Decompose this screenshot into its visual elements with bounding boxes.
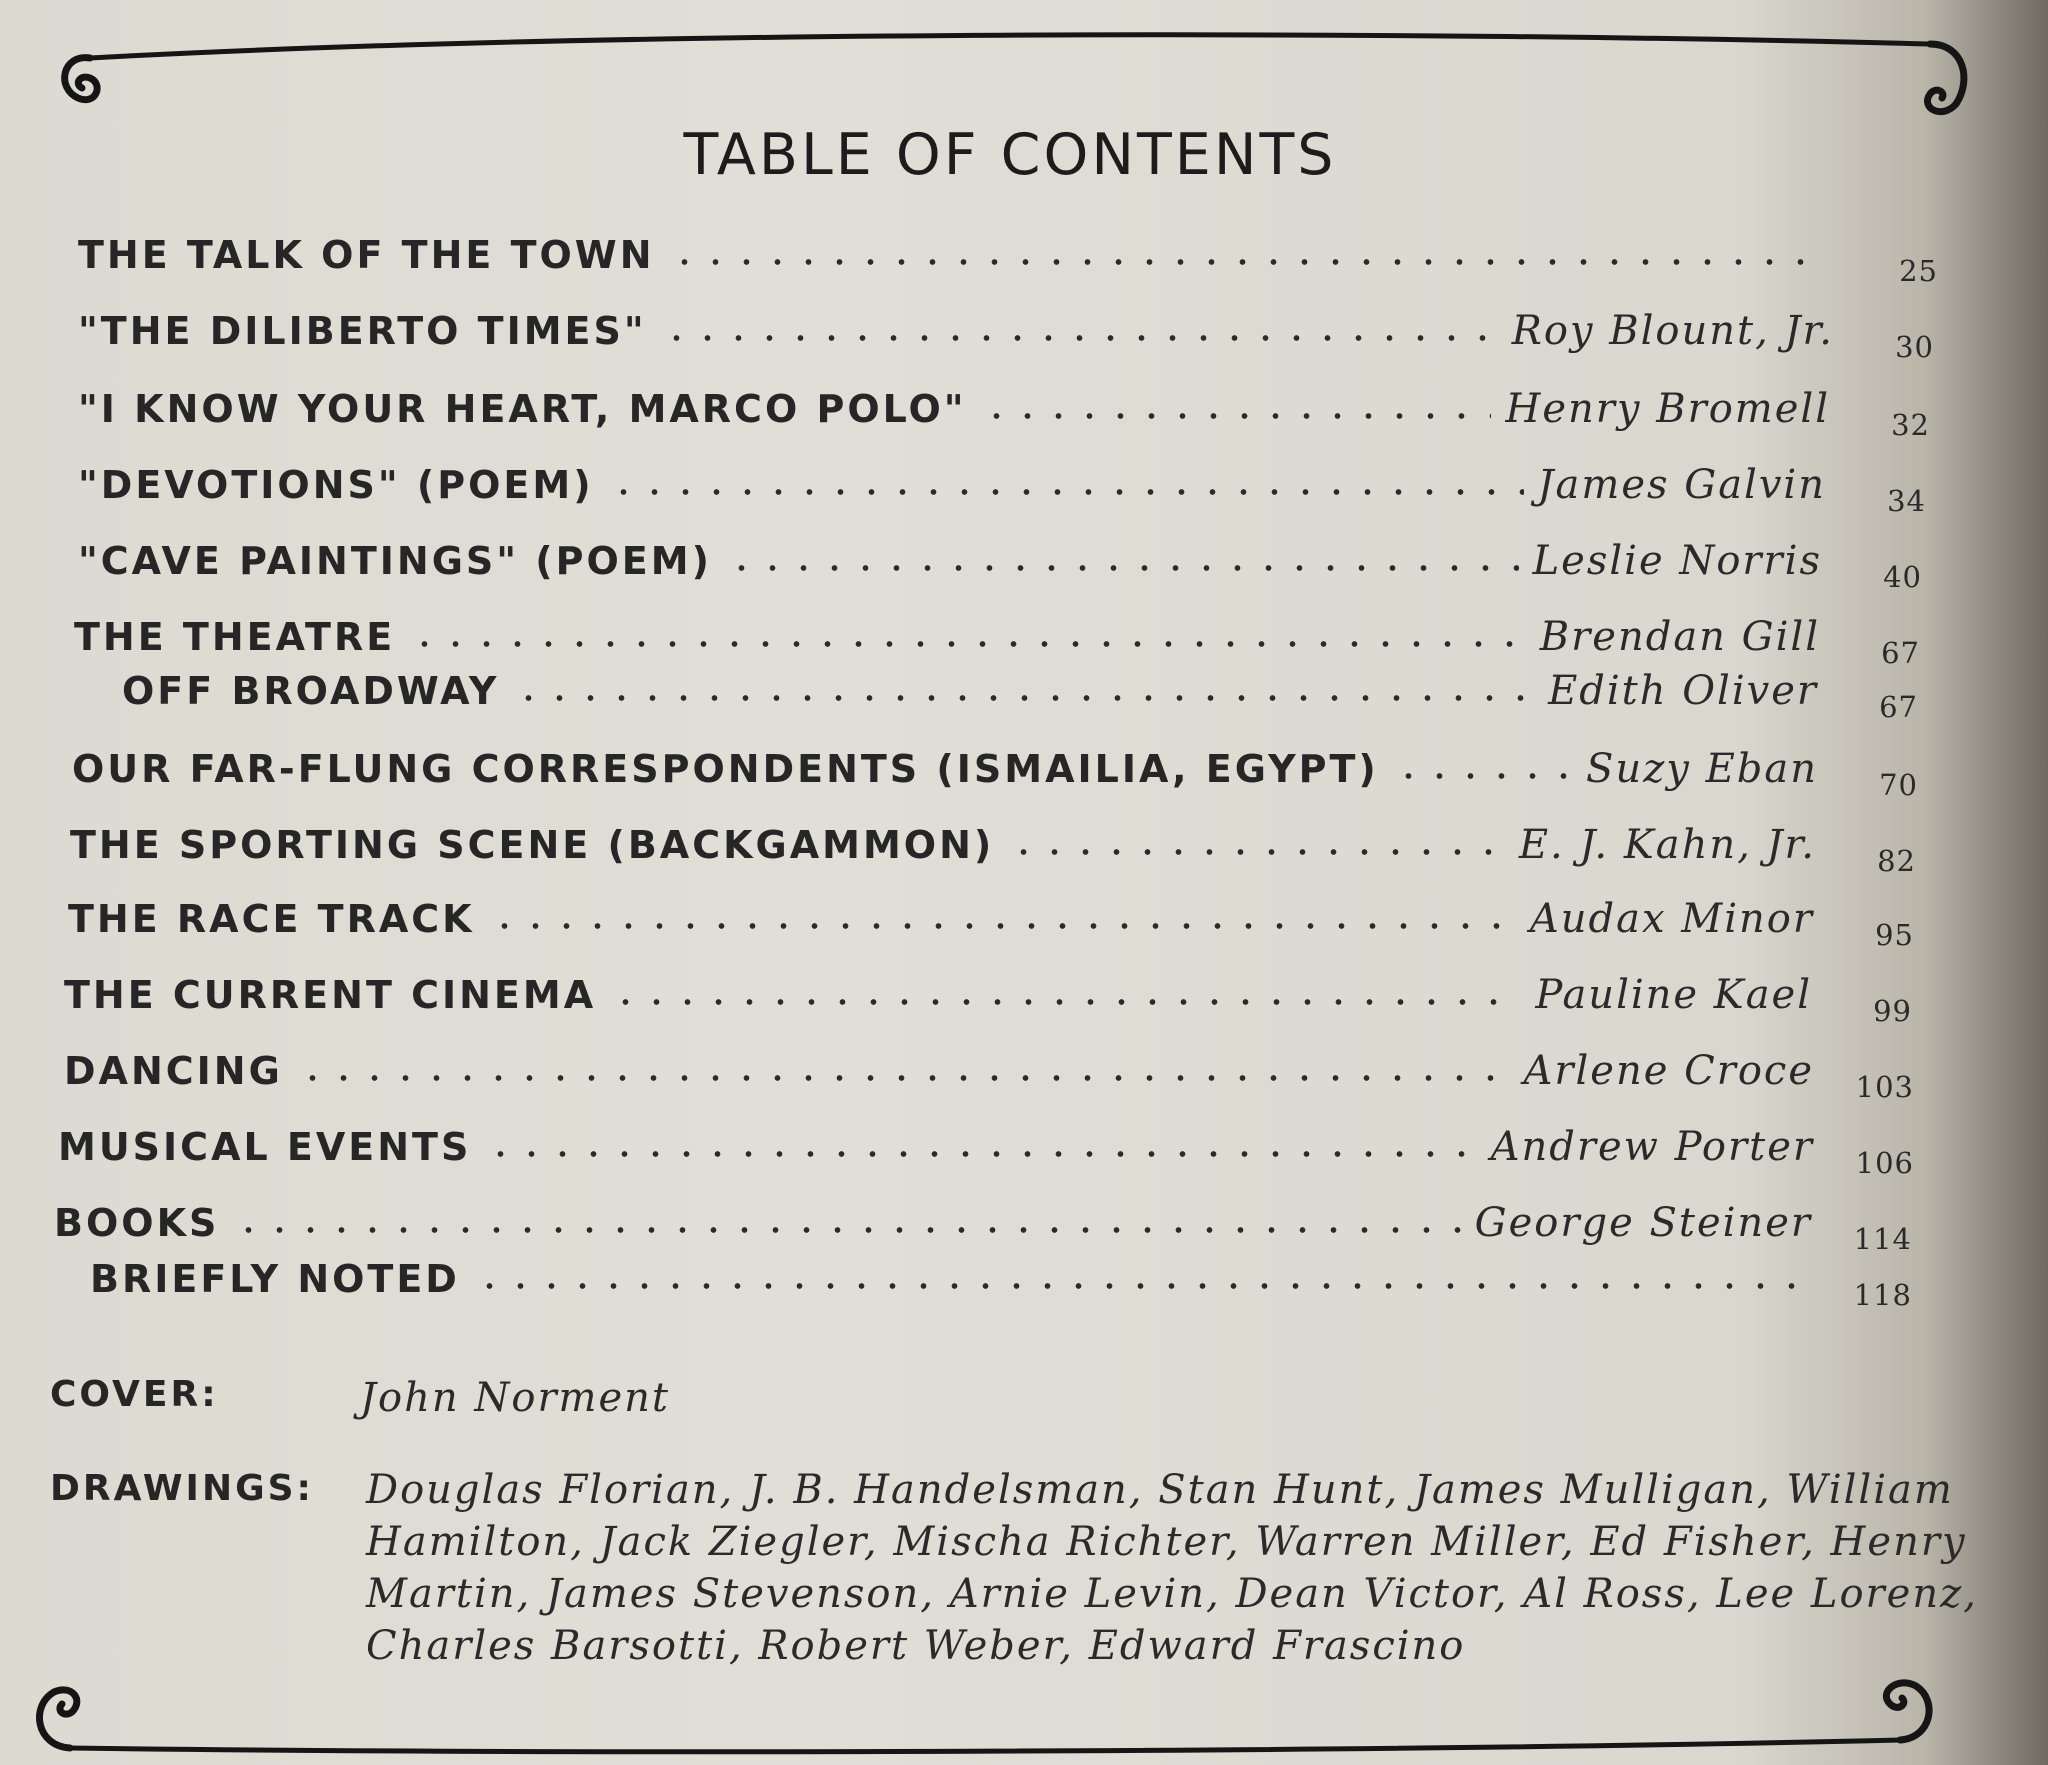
dot-leader bbox=[608, 488, 1524, 496]
toc-entry-title: OUR FAR-FLUNG CORRESPONDENTS (ISMAILIA, EGYPT) bbox=[72, 747, 1379, 791]
toc-entry-title: BOOKS bbox=[54, 1201, 220, 1245]
toc-entry bbox=[68, 886, 1914, 952]
toc-entry bbox=[90, 1246, 1912, 1312]
toc-entry-title: THE RACE TRACK bbox=[68, 897, 475, 941]
dot-leader bbox=[297, 1074, 1510, 1082]
toc-entry-page: 32 bbox=[1891, 408, 1930, 442]
dot-leader bbox=[409, 640, 1526, 648]
toc-entry bbox=[78, 222, 1938, 288]
toc-entry-title: THE TALK OF THE TOWN bbox=[78, 233, 655, 277]
drawings-label: DRAWINGS: bbox=[50, 1468, 314, 1509]
toc-entry-page: 106 bbox=[1855, 1146, 1914, 1180]
toc-entry-title: BRIEFLY NOTED bbox=[90, 1257, 460, 1301]
toc-entry-title: THE THEATRE bbox=[74, 615, 396, 659]
toc-entry bbox=[122, 658, 1918, 724]
dot-leader bbox=[1008, 848, 1505, 856]
cover-artist: John Norment bbox=[360, 1375, 670, 1421]
toc-entry-title: "THE DILIBERTO TIMES" bbox=[78, 309, 647, 353]
dot-leader bbox=[1393, 772, 1572, 780]
dot-leader bbox=[513, 694, 1534, 702]
toc-entry-page: 118 bbox=[1853, 1278, 1912, 1312]
dot-leader bbox=[669, 258, 1824, 266]
toc-entry bbox=[72, 736, 1918, 802]
drawings-line: Douglas Florian, J. B. Handelsman, Stan Hunt, James Mulligan, William bbox=[366, 1467, 1954, 1513]
toc-entry bbox=[78, 298, 1934, 364]
toc-entry-author: Henry Bromell bbox=[1505, 386, 1830, 432]
toc-entry-title: THE SPORTING SCENE (BACKGAMMON) bbox=[70, 823, 995, 867]
toc-entry bbox=[78, 452, 1926, 518]
toc-entry-author: Roy Blount, Jr. bbox=[1511, 308, 1834, 354]
dot-leader bbox=[661, 334, 1498, 342]
toc-entry-title: "I KNOW YOUR HEART, MARCO POLO" bbox=[78, 387, 967, 431]
toc-entry-title: "CAVE PAINTINGS" (POEM) bbox=[78, 539, 712, 583]
dot-leader bbox=[726, 564, 1519, 572]
toc-entry-author: Audax Minor bbox=[1529, 896, 1814, 942]
toc-entry-page: 95 bbox=[1875, 918, 1914, 952]
toc-entry-title: DANCING bbox=[64, 1049, 283, 1093]
toc-entry-page: 30 bbox=[1895, 330, 1934, 364]
toc-entry-page: 82 bbox=[1877, 844, 1916, 878]
toc-entry bbox=[70, 812, 1916, 878]
toc-entry-title: MUSICAL EVENTS bbox=[58, 1125, 472, 1169]
cover-label: COVER: bbox=[50, 1374, 219, 1415]
drawings-line: Charles Barsotti, Robert Weber, Edward Frascino bbox=[366, 1623, 1466, 1669]
toc-entry-author: Suzy Eban bbox=[1586, 746, 1818, 792]
toc-entry bbox=[78, 528, 1922, 594]
drawings-line: Martin, James Stevenson, Arnie Levin, Dean Victor, Al Ross, Lee Lorenz, bbox=[366, 1571, 1978, 1617]
toc-entry-page: 34 bbox=[1887, 484, 1926, 518]
drawings-line: Hamilton, Jack Ziegler, Mischa Richter, Warren Miller, Ed Fisher, Henry bbox=[366, 1519, 1967, 1565]
toc-entry-author: Andrew Porter bbox=[1490, 1124, 1814, 1170]
toc-entry-page: 99 bbox=[1873, 994, 1912, 1028]
toc-entry-author: Pauline Kael bbox=[1535, 972, 1812, 1018]
toc-entry-page: 103 bbox=[1855, 1070, 1914, 1104]
dot-leader bbox=[610, 998, 1521, 1006]
toc-entry-author: Leslie Norris bbox=[1532, 538, 1822, 584]
toc-entry-title: THE CURRENT CINEMA bbox=[64, 973, 597, 1017]
toc-entry-author: E. J. Kahn, Jr. bbox=[1518, 822, 1816, 868]
toc-entry-page: 67 bbox=[1879, 690, 1918, 724]
toc-entry bbox=[78, 376, 1930, 442]
toc-entry-page: 67 bbox=[1881, 636, 1920, 670]
dot-leader bbox=[489, 922, 1516, 930]
dot-leader bbox=[981, 412, 1492, 420]
toc-entry-title: OFF BROADWAY bbox=[122, 669, 500, 713]
dot-leader bbox=[474, 1282, 1798, 1290]
toc-entry-page: 40 bbox=[1883, 560, 1922, 594]
page-title: TABLE OF CONTENTS bbox=[683, 122, 1337, 188]
toc-entry-title: "DEVOTIONS" (POEM) bbox=[78, 463, 594, 507]
toc-entry bbox=[58, 1114, 1914, 1180]
toc-entry-author: Arlene Croce bbox=[1523, 1048, 1814, 1094]
dot-leader bbox=[233, 1226, 1460, 1234]
toc-entry bbox=[64, 1038, 1914, 1104]
toc-entry-author: James Galvin bbox=[1537, 462, 1826, 508]
toc-entry bbox=[54, 1190, 1912, 1256]
toc-entry-author: George Steiner bbox=[1474, 1200, 1812, 1246]
dot-leader bbox=[485, 1150, 1476, 1158]
toc-entry bbox=[64, 962, 1912, 1028]
toc-entry bbox=[74, 604, 1920, 670]
toc-entry-page: 114 bbox=[1853, 1222, 1912, 1256]
toc-entry-author: Brendan Gill bbox=[1539, 614, 1820, 660]
toc-entry-page: 25 bbox=[1899, 254, 1938, 288]
toc-entry-page: 70 bbox=[1879, 768, 1918, 802]
toc-entry-author: Edith Oliver bbox=[1548, 668, 1818, 714]
